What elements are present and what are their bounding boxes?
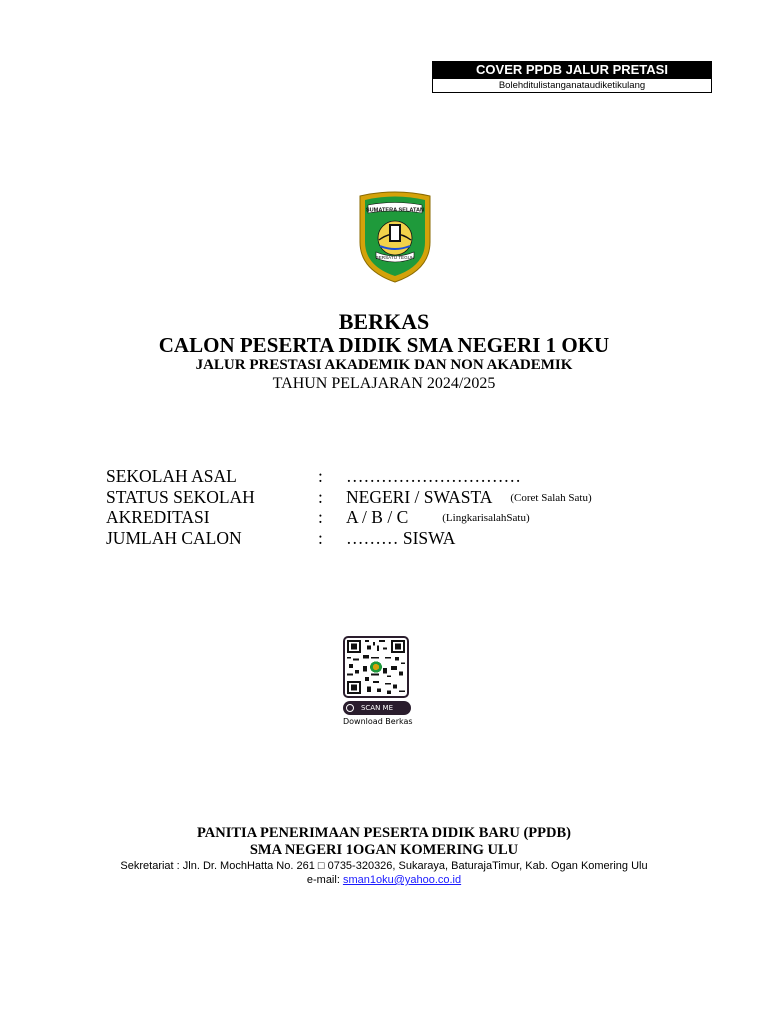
- title-line-4: TAHUN PELAJARAN 2024/2025: [272, 375, 496, 392]
- cover-label-box: [432, 61, 712, 93]
- logo-top-text: SUMATERA SELATAN: [365, 207, 425, 214]
- form-value: A / B / C (LingkarisalahSatu): [346, 507, 530, 527]
- form-value: ……… SISWA: [346, 527, 456, 548]
- form-note: (LingkarisalahSatu): [442, 512, 530, 524]
- footer-email-prefix: e-mail:: [306, 874, 343, 886]
- title-line-3: JALUR PRESTASI AKADEMIK DAN NON AKADEMIK: [195, 357, 573, 373]
- scan-me-label: SCAN ME: [360, 704, 394, 712]
- form-label: JUMLAH CALON: [106, 527, 242, 548]
- form-value: NEGERI / SWASTA (Coret Salah Satu): [346, 486, 592, 507]
- qr-caption: Download Berkas: [343, 717, 413, 726]
- form-colon: :: [318, 527, 323, 548]
- title-line-2: CALON PESERTA DIDIK SMA NEGERI 1 OKU: [158, 333, 610, 357]
- form-value: …………………………: [346, 466, 521, 486]
- scan-icon: [346, 704, 354, 712]
- sumatera-selatan-emblem-icon: [356, 190, 434, 284]
- footer-email-line: [0, 873, 768, 887]
- cover-title: COVER PPDB JALUR PRETASI: [433, 62, 711, 78]
- form-label: SEKOLAH ASAL: [106, 466, 237, 486]
- scan-me-button[interactable]: [343, 701, 411, 715]
- form-colon: :: [318, 466, 323, 486]
- cover-subtitle: Bolehditulistanganataudiketikulang: [433, 78, 711, 92]
- document-title: [0, 310, 768, 393]
- email-link[interactable]: sman1oku@yahoo.co.id: [342, 874, 462, 886]
- form-label: STATUS SEKOLAH: [106, 486, 255, 507]
- logo-bottom-text: BERSATU TEGUH: [375, 255, 415, 260]
- qr-download[interactable]: [343, 636, 423, 726]
- title-line-1: BERKAS: [338, 309, 430, 334]
- form-colon: :: [318, 507, 323, 527]
- form-note: (Coret Salah Satu): [510, 491, 592, 504]
- qr-frame[interactable]: [343, 636, 409, 698]
- form-colon: :: [318, 486, 323, 507]
- footer-school: SMA NEGERI 1OGAN KOMERING ULU: [249, 842, 519, 858]
- form-label: AKREDITASI: [106, 507, 210, 527]
- footer: [0, 825, 768, 887]
- footer-address: Sekretariat : Jln. Dr. MochHatta No. 261 □ 0735-320326, Sukaraya, BaturajaTimur, Kab. Ogan Komering Ulu: [120, 860, 648, 872]
- qr-code-icon[interactable]: [347, 640, 405, 694]
- footer-committee: PANITIA PENERIMAAN PESERTA DIDIK BARU (PPDB): [197, 825, 571, 841]
